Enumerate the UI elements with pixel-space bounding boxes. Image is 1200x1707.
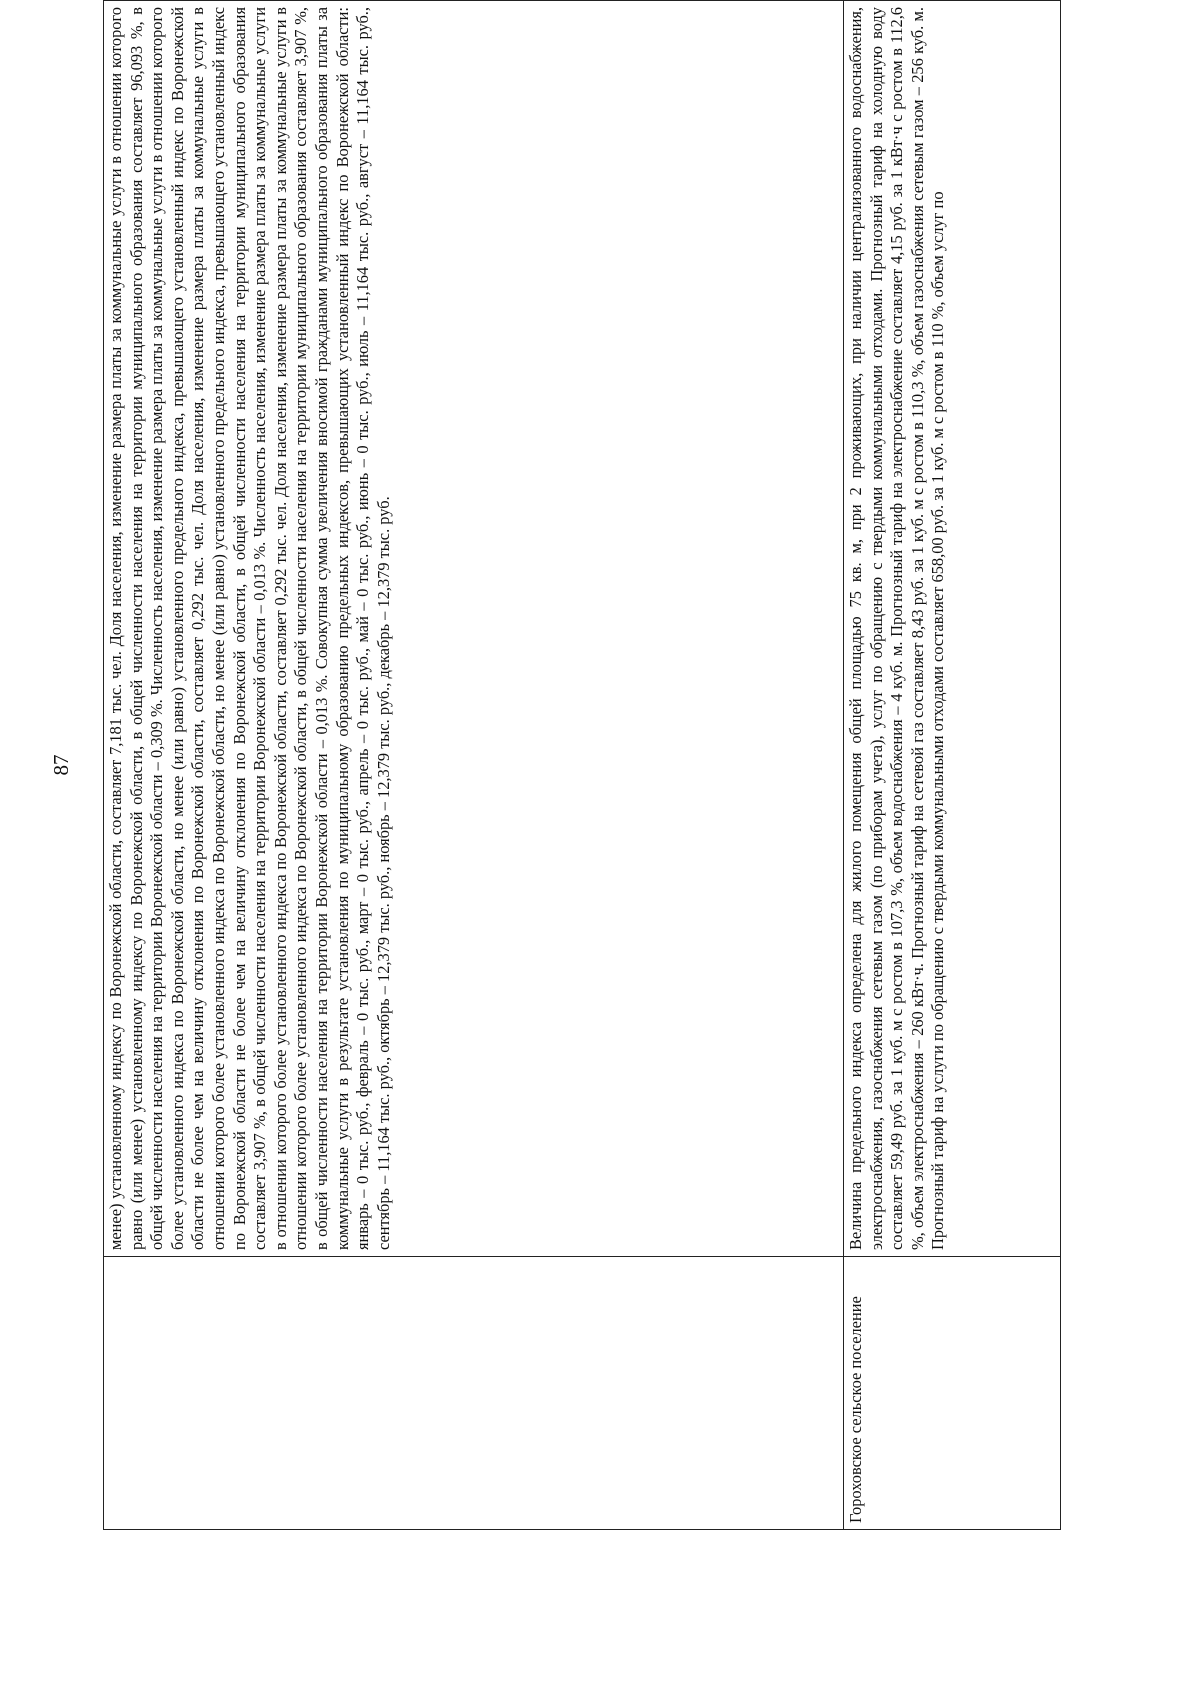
settlement-cell <box>104 1257 844 1530</box>
table-row <box>844 1 1061 1530</box>
settlement-cell: Гороховское сельское поселение <box>844 1257 1061 1530</box>
tariff-table <box>103 0 1061 1530</box>
description-cell: Величина предельного индекса определена для жилого помещения общей площадью 75 кв. м, при 2 проживающих, при наличии централизованного водоснабжения, электроснабжения, газоснабжения сетевым газом (по приборам учета), услуг по обращению с твердыми коммунальными отходами. Прогнозный тариф на холодную воду составляет 59,49 руб. за 1 куб. м с ростом в 107,3 %, объем водоснабжения – 4 куб. м. Прогнозный тариф на электроснабжение составляет 4,15 руб. за 1 кВт·ч с ростом в 112,6 %, объем электроснабжения – 260 кВт·ч. Прогнозный тариф на сетевой газ составляет 8,43 руб. за 1 куб. м с ростом в 110,3 %, объем газоснабжения сетевым газом – 256 куб. м. Прогнозный тариф на услуги по обращению с твердыми коммунальными отходами составляет 658,00 руб. за 1 куб. м с ростом в 110 %, объем услуг по <box>844 1 1061 1257</box>
page-number: 87 <box>49 754 73 776</box>
rotated-content <box>49 0 1060 1530</box>
description-cell: менее) установленному индексу по Воронежской области, составляет 7,181 тыс. чел. Доля населения, изменение размера платы за коммунальные услуги в отношении которого равно (или менее) установленному индексу по Воронежской области, в общей численности населения на территории муниципального образования составляет 96,093 %, в общей численности населения на территории Воронежской области – 0,309 %. Численность населения, изменение размера платы за коммунальные услуги в отношении которого более установленного индекса по Воронежской области, но менее (или равно) установленного предельного индекса, превышающего установленный индекс по Воронежской области не более чем на величину отклонения по Воронежской области, составляет 0,292 тыс. чел. Доля населения, изменение размера платы за коммунальные услуги в отношении которого более установленного индекса по Воронежской области, но менее (или равно) установленного предельного индекса, превышающего установленный индекс по Воронежской области не более чем на величину отклонения по Воронежской области, в общей численности населения на территории муниципального образования составляет 3,907 %, в общей численности населения на территории Воронежской области – 0,013 %. Численность населения, изменение размера платы за коммунальные услуги в отношении которого более установленного индекса по Воронежской области, составляет 0,292 тыс. чел. Доля населения, изменение размера платы за коммунальные услуги в отношении которого более установленного индекса по Воронежской области, в общей численности населения на территории муниципального образования составляет 3,907 %, в общей численности населения на территории Воронежской области – 0,013 %. Совокупная сумма увеличения вносимой гражданами муниципального образования платы за коммунальные услуги в результате установления по муниципальному образованию предельных индексов, превышающих установленный индекс по Воронежской области: январь – 0 тыс. руб., февраль – 0 тыс. руб., март – 0 тыс. руб., апрель – 0 тыс. руб., май – 0 тыс. руб., июнь – 0 тыс. руб., июль – 11,164 тыс. руб., август – 11,164 тыс. руб., сентябрь – 11,164 тыс. руб., октябрь – 12,379 тыс. руб., ноябрь – 12,379 тыс. руб., декабрь – 12,379 тыс. руб. <box>104 1 844 1257</box>
table-row <box>104 1 844 1530</box>
